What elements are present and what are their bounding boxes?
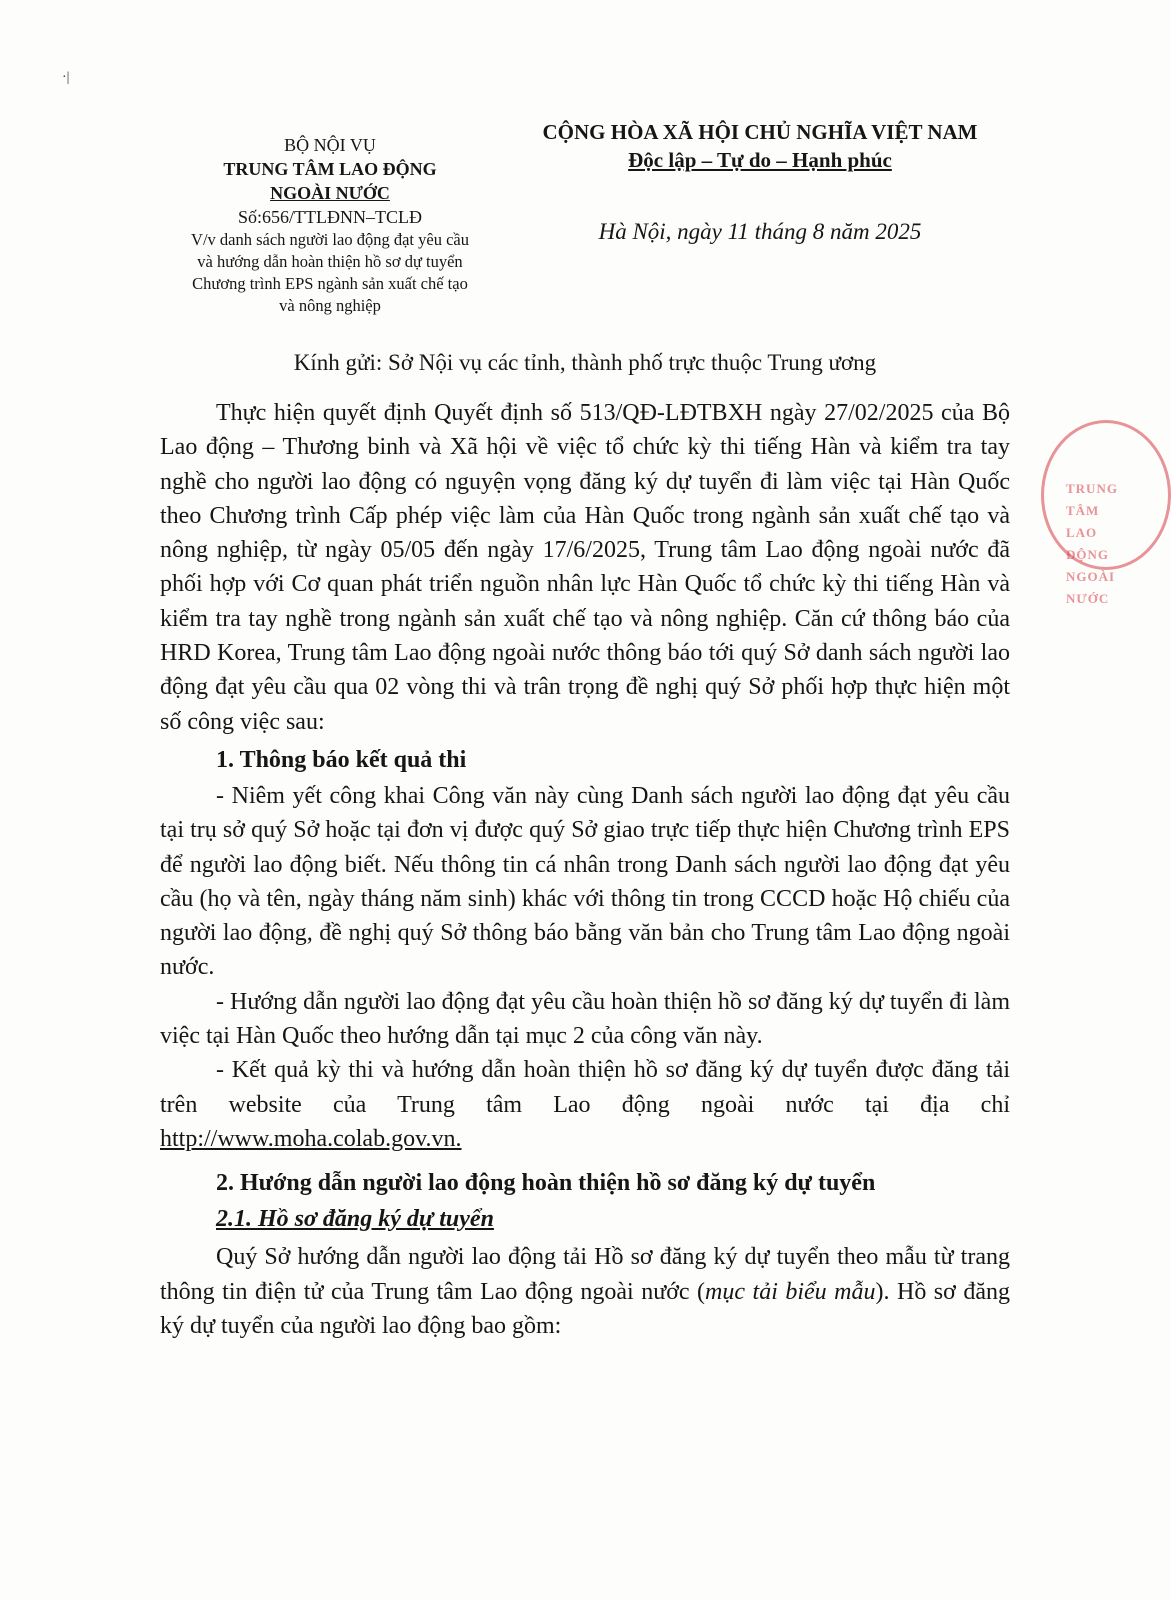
subject-line-4: và nông nghiệp <box>279 296 381 315</box>
subject-line-3: Chương trình EPS ngành sản xuất chế tạo <box>192 274 468 293</box>
nation-name: CỘNG HÒA XÃ HỘI CHỦ NGHĨA VIỆT NAM <box>542 120 978 144</box>
center-name-line1: TRUNG TÂM LAO ĐỘNG <box>223 159 437 179</box>
recipient: Kính gửi: Sở Nội vụ các tỉnh, thành phố trực thuộc Trung ương <box>293 350 877 375</box>
subject-line-1: V/v danh sách người lao động đạt yêu cầu <box>191 230 469 249</box>
section-2-1-paragraph: Quý Sở hướng dẫn người lao động tải Hồ sơ đăng ký dự tuyển theo mẫu từ trang thông tin điện tử của Trung tâm Lao động ngoài nước (mục tải biểu mẫu). Hồ sơ đăng ký dự tuyển của người lao động bao gồm: <box>160 1244 1010 1339</box>
section-1-heading: 1. Thông báo kết quả thi <box>216 746 467 773</box>
center-name-line2: NGOÀI NƯỚC <box>270 183 390 203</box>
intro-paragraph: Thực hiện quyết định Quyết định số 513/QĐ-LĐTBXH ngày 27/02/2025 của Bộ Lao động – Thương binh và Xã hội về việc tổ chức kỳ thi tiếng Hàn và kiểm tra tay nghề cho người lao động có nguyện vọng đăng ký dự tuyển đi làm việc tại Hàn Quốc theo Chương trình Cấp phép việc làm của Hàn Quốc trong ngành sản xuất chế tạo và nông nghiệp, từ ngày 05/05 đến ngày 17/6/2025, Trung tâm Lao động ngoài nước đã phối hợp với Cơ quan phát triển nguồn nhân lực Hàn Quốc tổ chức kỳ thi tiếng Hàn và kiểm tra tay nghề trong ngành sản xuất chế tạo và nông nghiệp. Căn cứ thông báo của HRD Korea, Trung tâm Lao động ngoài nước thông báo tới quý Sở danh sách người lao động đạt yêu cầu qua 02 vòng thi và trân trọng đề nghị quý Sở phối hợp thực hiện một số công việc sau: <box>160 400 1010 735</box>
national-header <box>520 120 1000 246</box>
section-1-paragraph-1: - Niêm yết công khai Công văn này cùng Danh sách người lao động đạt yêu cầu tại trụ sở quý Sở hoặc tại đơn vị được quý Sở giao trực tiếp thực hiện Chương trình EPS để người lao động biết. Nếu thông tin cá nhân trong Danh sách người lao động đạt yêu cầu (họ và tên, ngày tháng năm sinh) khác với thông tin trong CCCD hoặc Hộ chiếu của người lao động, đề nghị quý Sở thông báo bằng văn bản cho Trung tâm Lao động ngoài nước. <box>160 782 1010 981</box>
download-forms-label: mục tải biểu mẫu <box>705 1278 876 1305</box>
scan-marks: ·| <box>62 70 70 85</box>
issue-date: Hà Nội, ngày 11 tháng 8 năm 2025 <box>598 219 922 244</box>
website-link[interactable]: http://www.moha.colab.gov.vn. <box>160 1125 462 1152</box>
subject-line-2: và hướng dẫn hoàn thiện hồ sơ dự tuyển <box>197 252 463 271</box>
document-number: Số:656/TTLĐNN–TCLĐ <box>238 207 422 227</box>
motto: Độc lập – Tự do – Hạnh phúc <box>628 148 892 172</box>
section-1-paragraph-2: - Hướng dẫn người lao động đạt yêu cầu hoàn thiện hồ sơ đăng ký dự tuyển đi làm việc tại Hàn Quốc theo hướng dẫn tại mục 2 của công văn này. <box>160 988 1010 1050</box>
stamp-text: TRUNG TÂM LAO ĐỘNG NGOÀI NƯỚC <box>1066 481 1118 606</box>
ministry-name: BỘ NỘI VỤ <box>284 135 376 155</box>
red-seal-stamp <box>1041 420 1171 606</box>
document-body <box>160 396 1010 1343</box>
section-2-1-heading: 2.1. Hồ sơ đăng ký dự tuyển <box>216 1206 494 1233</box>
section-2-heading: 2. Hướng dẫn người lao động hoàn thiện hồ sơ đăng ký dự tuyển <box>216 1170 876 1197</box>
section-1-paragraph-3: - Kết quả kỳ thi và hướng dẫn hoàn thiện hồ sơ đăng ký dự tuyển được đăng tải trên website của Trung tâm Lao động ngoài nước tại địa chỉ http://www.moha.colab.gov.vn. <box>160 1057 1010 1152</box>
issuer-block <box>140 133 520 317</box>
